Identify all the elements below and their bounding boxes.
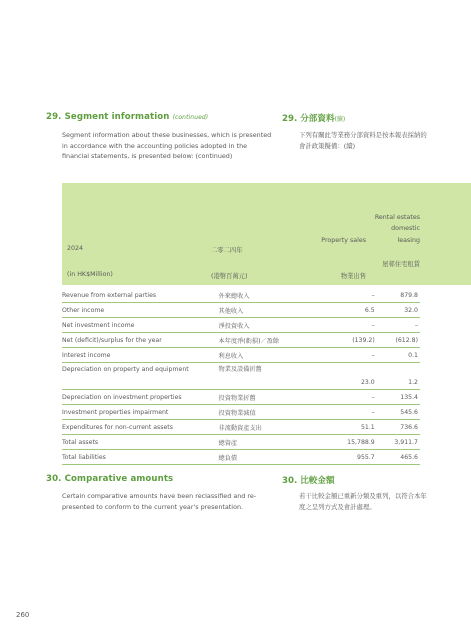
row-label-cn: 外來總收入: [219, 288, 322, 303]
cell-rental: 3,911.7: [381, 435, 420, 450]
page-number: 260: [16, 611, 30, 619]
row-label-en: Expenditures for non-current assets: [62, 420, 219, 435]
table-row: [62, 333, 420, 348]
table-row: [62, 288, 420, 303]
row-label-en: Net investment income: [62, 318, 219, 333]
row-label-en: Other income: [62, 303, 219, 318]
segment-table: [62, 288, 420, 465]
row-label-cn: 總資產: [219, 435, 322, 450]
segment-paragraph-en: Segment information about these businesses, which is presented in accordance with the accounting policies adopted in the financial statements, is presented below: (continued): [62, 131, 272, 161]
row-label-en: Revenue from external parties: [62, 288, 219, 303]
cell-rental: 0.1: [381, 348, 420, 363]
header-col-property-sales-en: Property sales: [321, 237, 366, 244]
row-label-en: Total assets: [62, 435, 219, 450]
cell-property-sales: –: [322, 288, 381, 303]
header-col-property-sales-cn: 物業出售: [340, 273, 366, 280]
table-row: [62, 363, 420, 390]
cell-rental: 465.6: [381, 450, 420, 465]
header-unit-cn: (港幣百萬元): [211, 273, 248, 280]
row-label-cn: 投資物業折舊: [219, 390, 322, 405]
header-col-rental-en: Rental estates domestic leasing: [374, 214, 420, 244]
header-col-rental-cn: 屋邨住宅租賃: [382, 261, 420, 268]
row-label-en: Net (deficit)/surplus for the year: [62, 333, 219, 348]
row-label-en: Total liabilities: [62, 450, 219, 465]
cell-property-sales: –: [322, 405, 381, 420]
cell-rental: 736.6: [381, 420, 420, 435]
row-label-cn: 物業及設備折舊: [219, 363, 322, 390]
cell-rental: (612.8): [381, 333, 420, 348]
row-label-cn: 利息收入: [219, 348, 322, 363]
row-label-en: Depreciation on property and equipment: [62, 363, 219, 390]
cell-property-sales: 955.7: [322, 450, 381, 465]
cell-rental: 135.4: [381, 390, 420, 405]
row-label-cn: 總負債: [219, 450, 322, 465]
segment-heading-en: 29. Segment information (continued): [46, 112, 209, 122]
continued-label-en: (continued): [172, 114, 209, 121]
cell-rental: 32.0: [381, 303, 420, 318]
row-label-cn: 其他收入: [219, 303, 322, 318]
cell-property-sales: –: [322, 348, 381, 363]
segment-heading-cn: 29. 分部資料(續): [282, 114, 346, 124]
table-row: [62, 405, 420, 420]
table-row: [62, 450, 420, 465]
row-label-cn: 非流動資產支出: [219, 420, 322, 435]
table-row: [62, 303, 420, 318]
row-label-en: Investment properties impairment: [62, 405, 219, 420]
row-label-en: Depreciation on investment properties: [62, 390, 219, 405]
comparative-heading-en: 30. Comparative amounts: [46, 474, 174, 484]
table-row: [62, 348, 420, 363]
table-row: [62, 435, 420, 450]
header-year-cn: 二零二四年: [211, 247, 243, 254]
continued-label-cn: (續): [334, 116, 346, 123]
segment-paragraph-cn: 下列有關此等業務分部資料是按本報表採納的會計政策擬備：(續): [299, 131, 427, 150]
cell-property-sales: 51.1: [322, 420, 381, 435]
cell-rental: 879.8: [381, 288, 420, 303]
row-label-cn: 本年度淨(虧損)／盈餘: [219, 333, 322, 348]
comparative-paragraph-cn: 若干比較金額已重新分類及重列，以符合本年度之呈列方式及會計處理。: [299, 492, 427, 511]
cell-property-sales: 23.0: [322, 363, 381, 390]
header-year-en: 2024: [67, 245, 84, 252]
header-unit-en: (in HK$Million): [67, 271, 113, 278]
cell-property-sales: –: [322, 318, 381, 333]
cell-property-sales: –: [322, 390, 381, 405]
cell-property-sales: 15,788.9: [322, 435, 381, 450]
cell-property-sales: 6.5: [322, 303, 381, 318]
table-row: [62, 420, 420, 435]
row-label-en: Interest income: [62, 348, 219, 363]
cell-rental: 545.6: [381, 405, 420, 420]
comparative-heading-cn: 30. 比較金額: [282, 476, 335, 486]
row-label-cn: 淨投資收入: [219, 318, 322, 333]
cell-rental: –: [381, 318, 420, 333]
table-row: [62, 390, 420, 405]
table-row: [62, 318, 420, 333]
cell-rental: 1.2: [381, 363, 420, 390]
cell-property-sales: (139.2): [322, 333, 381, 348]
comparative-paragraph-en: Certain comparative amounts have been reclassified and re-presented to conform to the current year's presentation.: [62, 492, 257, 511]
row-label-cn: 投資物業減值: [219, 405, 322, 420]
